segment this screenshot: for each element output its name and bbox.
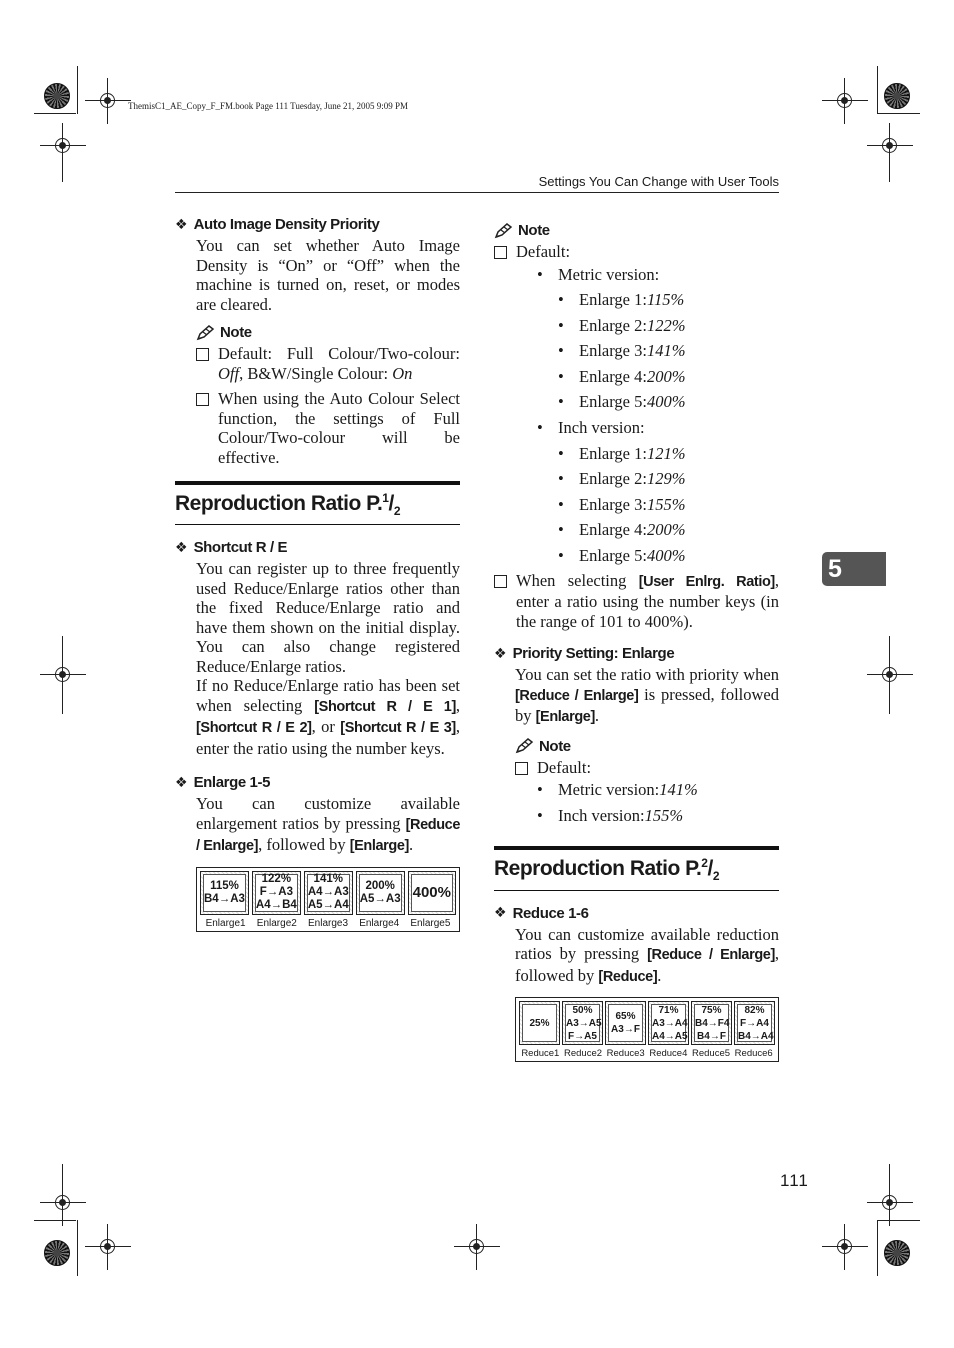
key-labels: Enlarge1 Enlarge2 Enlarge3 Enlarge4 Enlarge5: [205, 917, 451, 929]
item-title: ❖ Enlarge 1-5: [175, 774, 271, 792]
registration-cross-icon: [822, 78, 868, 124]
chapter-tab: 5: [822, 552, 886, 586]
registration-disc-icon: [44, 83, 70, 109]
item-title: ❖ Shortcut R / E: [175, 539, 288, 557]
item-body: You can set whether Auto Image Density is “On” or “Off” when the machine is turned on, reset, or modes are cleared.: [196, 236, 460, 314]
enlarge4-key[interactable]: 200% A5→A3: [356, 871, 405, 915]
pencil-note-icon: [196, 325, 216, 341]
item-body: You can customize available reduction ratios by pressing [Reduce / Enlarge], followed by [Reduce].: [515, 924, 780, 985]
list-item: • Metric version: 141%: [537, 780, 698, 800]
registration-cross-icon: [85, 1224, 131, 1270]
note-item: When selecting [User Enlrg. Ratio], enter a ratio using the number keys (in the range of 101 to 400%).: [494, 571, 779, 632]
note-item: Default:: [494, 242, 779, 262]
note-heading: Note: [196, 324, 460, 341]
reduce1-key[interactable]: 25%: [519, 1001, 560, 1045]
note-item: Default: Full Colour/Two-colour: Off, B&W/Single Colour: On: [196, 344, 460, 383]
list-item: • Enlarge 5: 400%: [558, 546, 686, 566]
section-heading: Reproduction Ratio $P.^1/_2$: [175, 481, 460, 525]
reduce6-key[interactable]: 82% F→A4 B4→A4: [734, 1001, 775, 1045]
right-column: [494, 222, 779, 1062]
registration-cross-icon: [822, 1224, 868, 1270]
list-item: • Enlarge 1: 115%: [558, 290, 685, 310]
diamond-bullet-icon: ❖: [175, 774, 188, 791]
list-item: • Enlarge 4: 200%: [558, 520, 686, 540]
item-title: ❖ Reduce 1-6: [494, 904, 589, 922]
page-number: 111: [780, 1171, 809, 1190]
reduce-keys-figure: [515, 997, 779, 1062]
item-body: You can set the ratio with priority when [Reduce / Enlarge] is pressed, followed by [Enlarge].: [515, 665, 779, 726]
registration-cross-icon: [867, 123, 913, 169]
diamond-bullet-icon: ❖: [175, 539, 188, 556]
default-list: [494, 262, 779, 569]
registration-disc-icon: [44, 1240, 70, 1266]
registration-disc-icon: [884, 1240, 910, 1266]
reduce3-key[interactable]: 65% A3→F: [605, 1001, 646, 1045]
list-item: • Enlarge 3: 155%: [558, 494, 686, 514]
list-item: • Enlarge 1: 121%: [558, 443, 686, 463]
book-slug: ThemisC1_AE_Copy_F_FM.book Page 111 Tuesday, June 21, 2005 9:09 PM: [128, 101, 409, 111]
note-item: When using the Auto Colour Select function, the settings of Full Colour/Two-colour will be effective.: [196, 389, 460, 467]
reduce4-key[interactable]: 71% A3→A4 A4→A5: [648, 1001, 689, 1045]
registration-cross-icon: [40, 652, 86, 698]
list-item: • Enlarge 2: 122%: [558, 315, 686, 335]
list-item: • Enlarge 3: 141%: [558, 341, 686, 361]
diamond-bullet-icon: ❖: [175, 216, 188, 233]
list-item: • Inch version:: [537, 418, 645, 438]
enlarge1-key[interactable]: 115% B4→A3: [200, 871, 249, 915]
list-item: • Inch version: 155%: [537, 805, 684, 825]
checkbox-bullet-icon: [196, 393, 209, 406]
pencil-note-icon: [515, 738, 535, 754]
pencil-note-icon: [494, 223, 514, 239]
checkbox-bullet-icon: [494, 246, 507, 259]
reduce5-key[interactable]: 75% B4→F4 B4→F: [691, 1001, 732, 1045]
item-body: You can register up to three frequently used Reduce/Enlarge ratios other than the fixed Reduce/Enlarge ratio and have them shown on the initial display. You can also change registered Reduce/Enlarge ratios.: [196, 559, 460, 676]
checkbox-bullet-icon: [494, 575, 507, 588]
running-header: Settings You Can Change with User Tools: [538, 174, 779, 189]
registration-cross-icon: [867, 652, 913, 698]
key-labels: Reduce1 Reduce2 Reduce3 Reduce4 Reduce5 Reduce6: [521, 1048, 773, 1059]
item-title: ❖ Priority Setting: Enlarge: [494, 645, 675, 663]
registration-cross-icon: [454, 1224, 500, 1270]
enlarge3-key[interactable]: 141% A4→A3 A5→A4: [304, 871, 353, 915]
note-item: Default:: [494, 758, 779, 778]
item-body: If no Reduce/Enlarge ratio has been set when selecting [Shortcut R / E 1], [Shortcut R / E 2], or [Shortcut R / E 3], enter the ratio using the number keys.: [196, 676, 460, 758]
list-item: • Enlarge 5: 400%: [558, 392, 686, 412]
header-rule: [175, 192, 779, 193]
item-title: ❖ Auto Image Density Priority: [175, 216, 380, 233]
reduce2-key[interactable]: 50% A3→A5 F→A5: [562, 1001, 603, 1045]
diamond-bullet-icon: ❖: [494, 645, 507, 662]
note-list: [175, 344, 460, 467]
enlarge-keys-figure: [196, 867, 460, 932]
checkbox-bullet-icon: [515, 762, 528, 775]
list-item: • Enlarge 4: 200%: [558, 366, 686, 386]
list-item: • Enlarge 2: 129%: [558, 469, 686, 489]
item-body: You can customize available enlargement ratios by pressing [Reduce / Enlarge], followed by [Enlarge].: [196, 794, 460, 855]
note-heading: Note: [494, 222, 779, 239]
left-column: [175, 216, 460, 932]
registration-cross-icon: [40, 123, 86, 169]
note-heading: Note: [515, 738, 779, 755]
registration-disc-icon: [884, 83, 910, 109]
list-item: • Metric version:: [537, 264, 660, 284]
section-heading: Reproduction Ratio $P.^2/_2$: [494, 846, 779, 890]
diamond-bullet-icon: ❖: [494, 905, 507, 921]
checkbox-bullet-icon: [196, 348, 209, 361]
enlarge5-key[interactable]: 400%: [408, 871, 456, 915]
enlarge2-key[interactable]: 122% F→A3 A4→B4: [252, 871, 301, 915]
registration-cross-icon: [85, 78, 131, 124]
